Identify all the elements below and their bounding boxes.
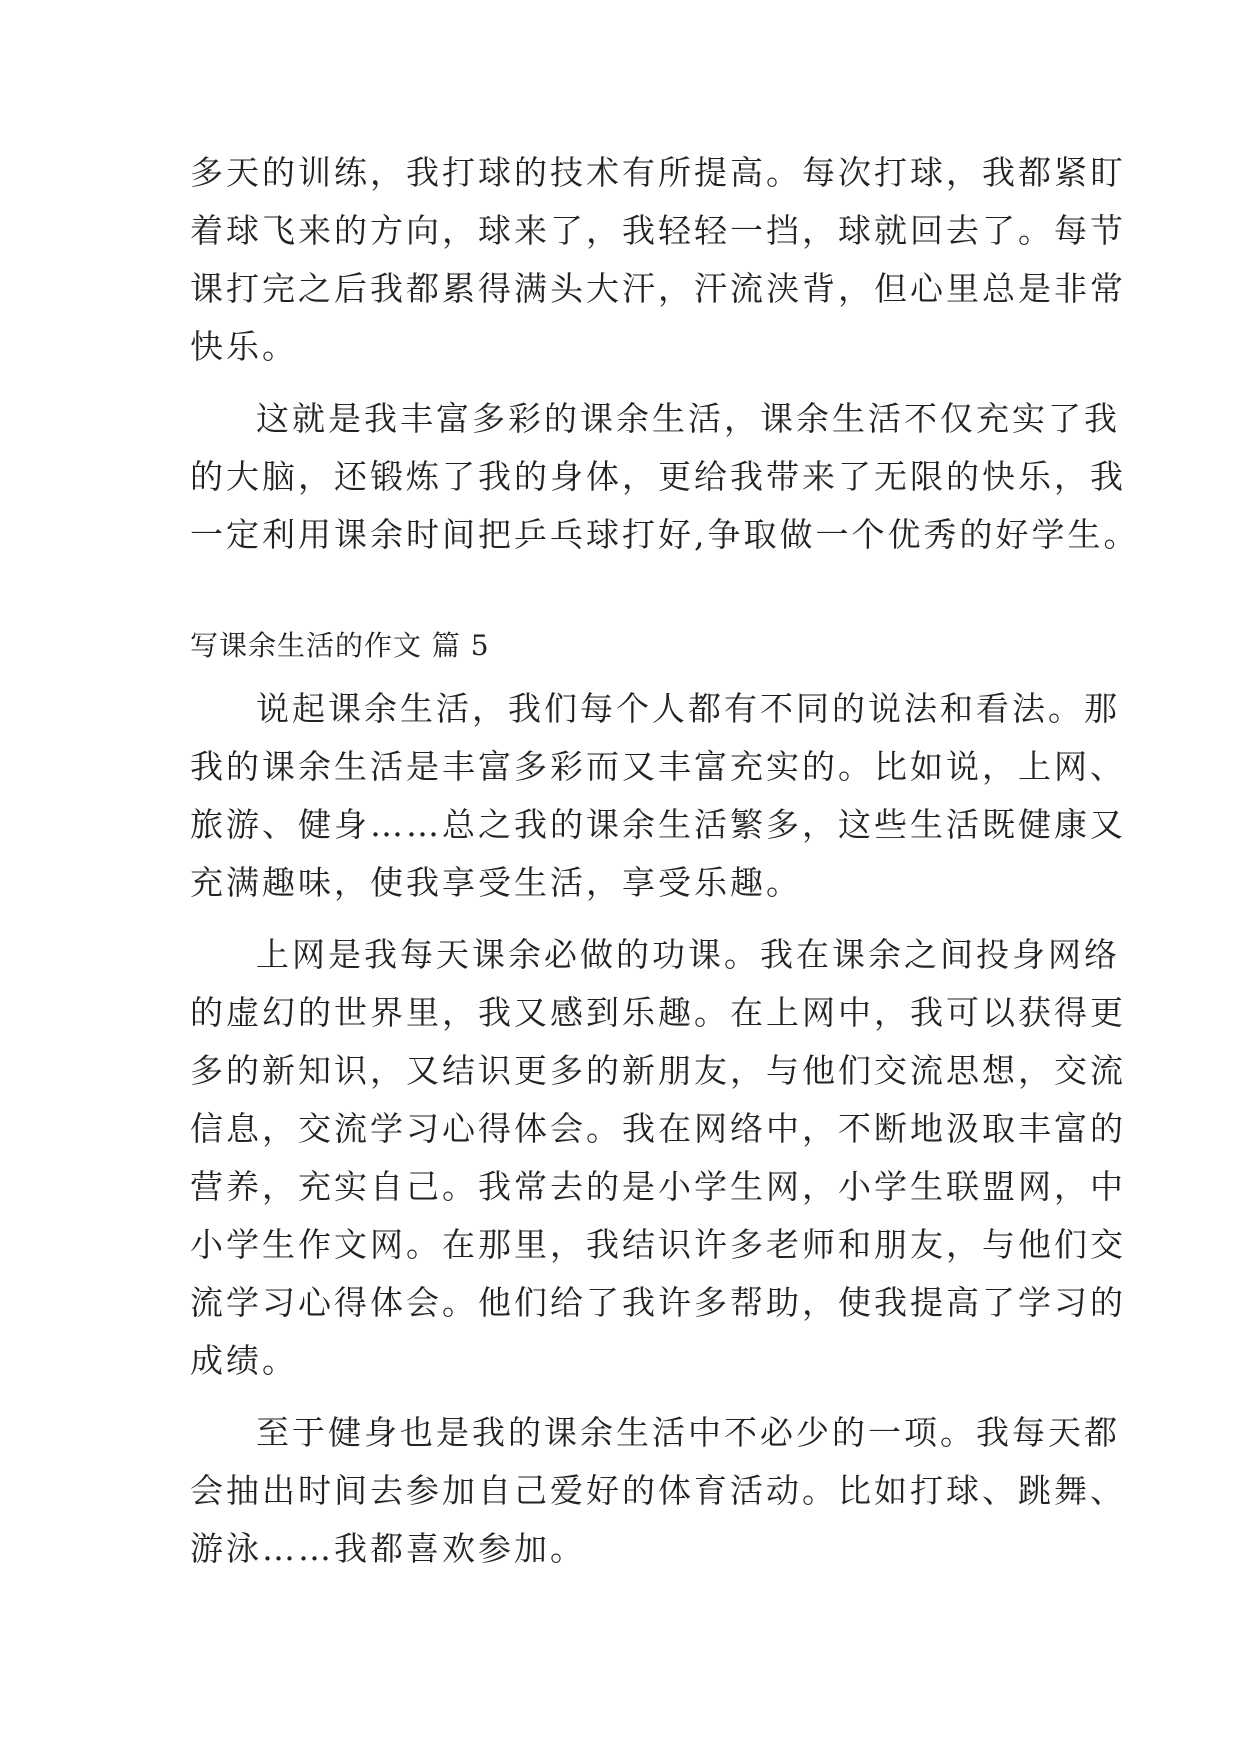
- paragraph-line: 至于健身也是我的课余生活中不必少的一项。我每天都: [256, 1413, 1120, 1452]
- paragraph-line: 的大脑，还锻炼了我的身体，更给我带来了无限的快乐，我: [190, 457, 1126, 496]
- paragraph-line: 营养，充实自己。我常去的是小学生网，小学生联盟网，中: [190, 1167, 1126, 1206]
- paragraph-line: 流学习心得体会。他们给了我许多帮助，使我提高了学习的: [190, 1283, 1126, 1322]
- paragraph-line: 多的新知识，又结识更多的新朋友，与他们交流思想，交流: [190, 1051, 1126, 1090]
- paragraph-line: 上网是我每天课余必做的功课。我在课余之间投身网络: [256, 935, 1120, 974]
- paragraph-line: 的虚幻的世界里，我又感到乐趣。在上网中，我可以获得更: [190, 993, 1126, 1032]
- paragraph-line: 成绩。: [190, 1341, 298, 1380]
- paragraph-line: 说起课余生活，我们每个人都有不同的说法和看法。那: [256, 689, 1120, 728]
- paragraph-line: 多天的训练，我打球的技术有所提高。每次打球，我都紧盯: [190, 153, 1126, 192]
- paragraph-line: 游泳……我都喜欢参加。: [190, 1529, 586, 1568]
- paragraph-line: 课打完之后我都累得满头大汗，汗流浃背，但心里总是非常: [190, 269, 1126, 308]
- paragraph-line: 小学生作文网。在那里，我结识许多老师和朋友，与他们交: [190, 1225, 1126, 1264]
- paragraph-line: 会抽出时间去参加自己爱好的体育活动。比如打球、跳舞、: [190, 1471, 1126, 1510]
- paragraph-line: 信息，交流学习心得体会。我在网络中，不断地汲取丰富的: [190, 1109, 1126, 1148]
- paragraph-line: 一定利用课余时间把乒乓球打好,争取做一个优秀的好学生。: [190, 515, 1140, 554]
- paragraph-line: 充满趣味，使我享受生活，享受乐趣。: [190, 863, 802, 902]
- paragraph-line: 着球飞来的方向，球来了，我轻轻一挡，球就回去了。每节: [190, 211, 1126, 250]
- paragraph-line: 快乐。: [190, 327, 298, 366]
- paragraph-line: 我的课余生活是丰富多彩而又丰富充实的。比如说，上网、: [190, 747, 1126, 786]
- paragraph-line: 旅游、健身……总之我的课余生活繁多，这些生活既健康又: [190, 805, 1126, 844]
- paragraph-line: 这就是我丰富多彩的课余生活，课余生活不仅充实了我: [256, 399, 1120, 438]
- section-heading: 写课余生活的作文 篇 5: [190, 629, 490, 662]
